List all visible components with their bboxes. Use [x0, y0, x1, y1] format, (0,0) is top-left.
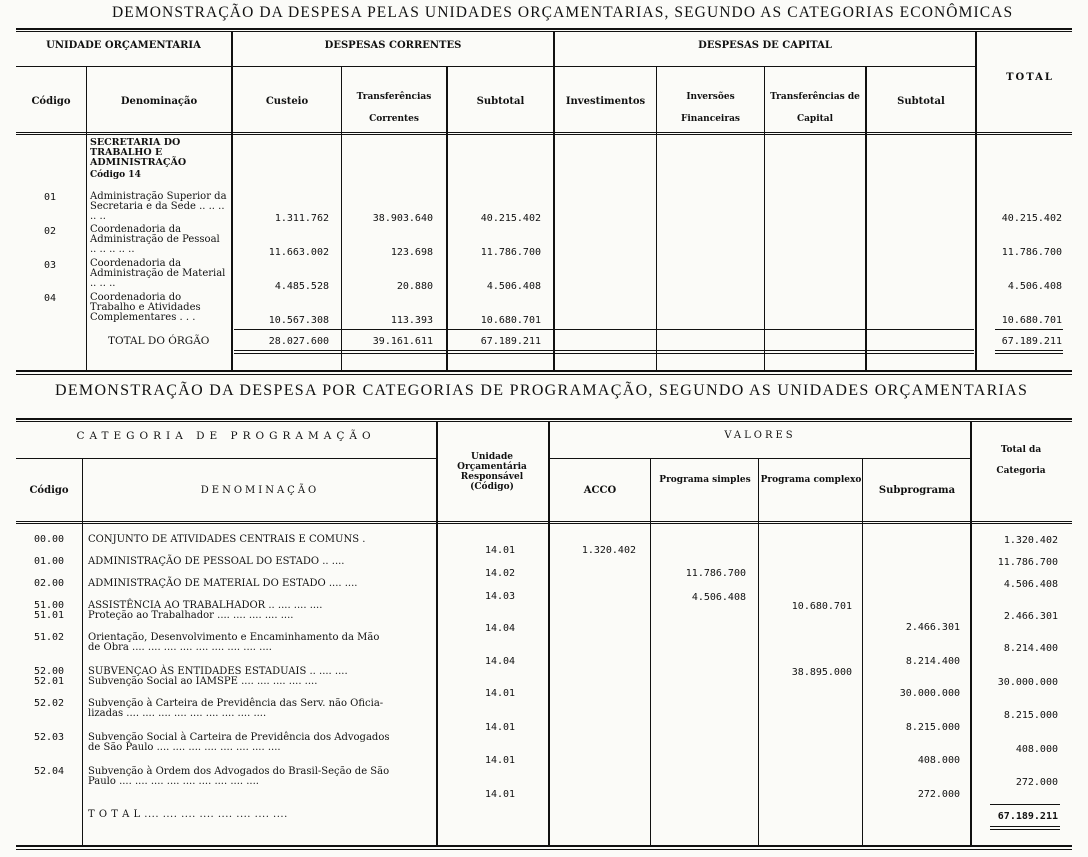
t2-header-codigo: Código — [29, 485, 69, 496]
t1-row-custeio: 1.311.762 — [274, 213, 329, 224]
t2-row-code: 01.00 — [33, 556, 65, 567]
t2-row-unit: 14.04 — [484, 656, 516, 667]
t1-row-transf: 38.903.640 — [372, 213, 433, 224]
t1-header-correntes: DESPESAS CORRENTES — [324, 40, 462, 51]
t2-row-name: CONJUNTO DE ATIVIDADES CENTRAIS E COMUNS . — [88, 534, 366, 545]
t1-header-total: TOTAL — [1006, 72, 1054, 83]
t2-row-total: 272.000 — [1015, 777, 1058, 788]
t2-row-acco: 1.320.402 — [581, 545, 636, 556]
t2-row-unit: 14.01 — [484, 722, 516, 733]
t1-header-transf-correntes: Transferências Correntes — [356, 92, 432, 124]
t2-row-name: SUBVENÇAO ÀS ENTIDADES ESTADUAIS .. .... .... Subvenção Social ao IAMSPE .... .... .... .... .... — [88, 666, 348, 687]
t2-row-total: 30.000.000 — [997, 677, 1058, 688]
t2-row-unit: 14.03 — [484, 591, 516, 602]
t2-header-subprograma: Subprograma — [878, 485, 956, 496]
t1-row-total: 11.786.700 — [1001, 247, 1062, 258]
t2-row-sub: 272.000 — [917, 789, 960, 800]
t1-total-label: TOTAL DO ÓRGÃO — [108, 335, 210, 347]
t2-row-code: 52.04 — [33, 766, 65, 777]
t1-row-code: 03 — [43, 260, 57, 271]
t1-row-transf: 20.880 — [396, 281, 433, 292]
t2-header-acco: ACCO — [583, 485, 617, 496]
t2-row-code: 52.03 — [33, 732, 65, 743]
t1-total-custeio: 28.027.600 — [268, 336, 329, 347]
t1-row-custeio: 11.663.002 — [268, 247, 329, 258]
t1-secretaria: SECRETARIA DO TRABALHO E ADMINISTRAÇÃO — [90, 137, 187, 168]
t1-header-investimentos: Investimentos — [565, 96, 646, 107]
t2-row-code: 52.02 — [33, 698, 65, 709]
t1-header-denominacao: Denominação — [120, 96, 198, 107]
t2-row-total: 2.466.301 — [1003, 611, 1058, 622]
t2-row-unit: 14.04 — [484, 623, 516, 634]
t1-row-subtotal: 40.215.402 — [480, 213, 541, 224]
t1-header-unidade: UNIDADE ORÇAMENTARIA — [46, 40, 201, 51]
t2-row-complexo: 38.895.000 — [791, 667, 852, 678]
t2-header-prog-simples: Programa simples — [659, 475, 751, 485]
t1-row-name: Coordenadoria da Administração de Pessoal .. .. .. .. .. — [90, 224, 220, 255]
t1-row-subtotal: 11.786.700 — [480, 247, 541, 258]
t2-total-value: 67.189.211 — [997, 811, 1058, 822]
t2-row-complexo: 10.680.701 — [791, 601, 852, 612]
t1-row-transf: 123.698 — [390, 247, 433, 258]
t2-row-code: 51.00 51.01 — [33, 600, 65, 621]
t1-row-transf: 113.393 — [390, 315, 433, 326]
t2-row-unit: 14.01 — [484, 688, 516, 699]
t2-row-unit: 14.01 — [484, 789, 516, 800]
t2-row-sub: 2.466.301 — [905, 622, 960, 633]
t2-row-total: 4.506.408 — [1003, 579, 1058, 590]
t1-header-subtotal2: Subtotal — [897, 96, 945, 107]
t2-row-name: Subvenção à Carteira de Previdência das Serv. não Oficia- lizadas .... .... .... .... .... .... .... .... .... — [88, 698, 384, 719]
t1-row-name: Administração Superior da Secretaria e da Sede .. .. .. .. .. — [90, 191, 227, 222]
t2-row-name: ASSISTÊNCIA AO TRABALHADOR .. .... .... .... Proteção ao Trabalhador .... .... .... .... .... — [88, 600, 323, 621]
t2-row-code: 02.00 — [33, 578, 65, 589]
t2-row-simples: 11.786.700 — [685, 568, 746, 579]
t2-row-code: 52.00 52.01 — [33, 666, 65, 687]
t2-row-unit: 14.01 — [484, 755, 516, 766]
t2-row-unit: 14.02 — [484, 568, 516, 579]
t1-row-code: 02 — [43, 226, 57, 237]
t1-header-capital: DESPESAS DE CAPITAL — [698, 40, 832, 51]
t2-row-simples: 4.506.408 — [691, 592, 746, 603]
t2-row-name: ADMINISTRAÇÃO DE MATERIAL DO ESTADO .... .... — [88, 578, 358, 589]
t2-row-name: Orientação, Desenvolvimento e Encaminhamento da Mão de Obra .... .... .... .... .... .... .... .... .... — [88, 632, 380, 653]
t2-row-sub: 30.000.000 — [899, 688, 960, 699]
t1-header-custeio: Custeio — [265, 96, 309, 107]
t1-total-total: 67.189.211 — [1001, 336, 1062, 347]
t1-row-total: 40.215.402 — [1001, 213, 1062, 224]
t1-row-total: 10.680.701 — [1001, 315, 1062, 326]
t1-row-code: 01 — [43, 192, 57, 203]
t2-header-unidade: Unidade Orçamentária Responsável (Código) — [457, 452, 527, 492]
t2-header-categoria: CATEGORIA DE PROGRAMAÇÃO — [76, 430, 376, 442]
t2-row-total: 408.000 — [1015, 744, 1058, 755]
t1-secretaria-code: Código 14 — [90, 170, 141, 180]
t2-row-unit: 14.01 — [484, 545, 516, 556]
t1-header-transf-capital: Transferências de Capital — [770, 92, 860, 124]
t2-row-total: 11.786.700 — [997, 557, 1058, 568]
t1-row-code: 04 — [43, 293, 57, 304]
t2-row-sub: 8.215.000 — [905, 722, 960, 733]
t2-row-total: 1.320.402 — [1003, 535, 1058, 546]
t2-row-sub: 408.000 — [917, 755, 960, 766]
t2-header-total: Total da Categoria — [996, 445, 1046, 476]
t2-row-name: Subvenção Social à Carteira de Previdência dos Advogados de São Paulo .... .... .... .... .... .... .... .... — [88, 732, 390, 753]
t1-row-subtotal: 10.680.701 — [480, 315, 541, 326]
t2-header-prog-complexo: Programa complexo — [760, 475, 862, 485]
t1-row-custeio: 4.485.528 — [274, 281, 329, 292]
table2-title: DEMONSTRAÇÃO DA DESPESA POR CATEGORIAS DE PROGRAMAÇÃO, SEGUNDO AS UNIDADES ORÇAMENTARIAS — [55, 382, 1029, 399]
t2-row-code: 00.00 — [33, 534, 65, 545]
t1-header-inversoes: Inversões Financeiras — [681, 92, 740, 124]
table1-title: DEMONSTRAÇÃO DA DESPESA PELAS UNIDADES ORÇAMENTARIAS, SEGUNDO AS CATEGORIAS ECONÔMICAS — [112, 4, 1014, 21]
t2-header-valores: VALORES — [724, 430, 796, 441]
t2-row-sub: 8.214.400 — [905, 656, 960, 667]
t1-row-custeio: 10.567.308 — [268, 315, 329, 326]
t1-row-name: Coordenadoria do Trabalho e Atividades Complementares . . . — [90, 292, 201, 323]
t1-total-subtotal: 67.189.211 — [480, 336, 541, 347]
t1-header-codigo: Código — [31, 96, 71, 107]
t1-row-name: Coordenadoria da Administração de Material .. .. .. — [90, 258, 226, 289]
t1-header-subtotal1: Subtotal — [476, 96, 525, 107]
t2-row-code: 51.02 — [33, 632, 65, 643]
t1-total-transf: 39.161.611 — [372, 336, 433, 347]
t1-row-total: 4.506.408 — [1007, 281, 1062, 292]
t2-header-denominacao: DENOMINAÇÃO — [200, 485, 320, 496]
t2-row-name: ADMINISTRAÇÃO DE PESSOAL DO ESTADO .. .... — [88, 556, 345, 567]
t2-row-total: 8.215.000 — [1003, 710, 1058, 721]
t2-total-label: T O T A L .... .... .... .... .... .... .... .... — [88, 809, 288, 820]
t2-row-name: Subvenção à Ordem dos Advogados do Brasil-Seção de São Paulo .... .... .... .... .... .... .... .... .... — [88, 766, 390, 787]
t2-row-total: 8.214.400 — [1003, 643, 1058, 654]
t1-row-subtotal: 4.506.408 — [486, 281, 541, 292]
